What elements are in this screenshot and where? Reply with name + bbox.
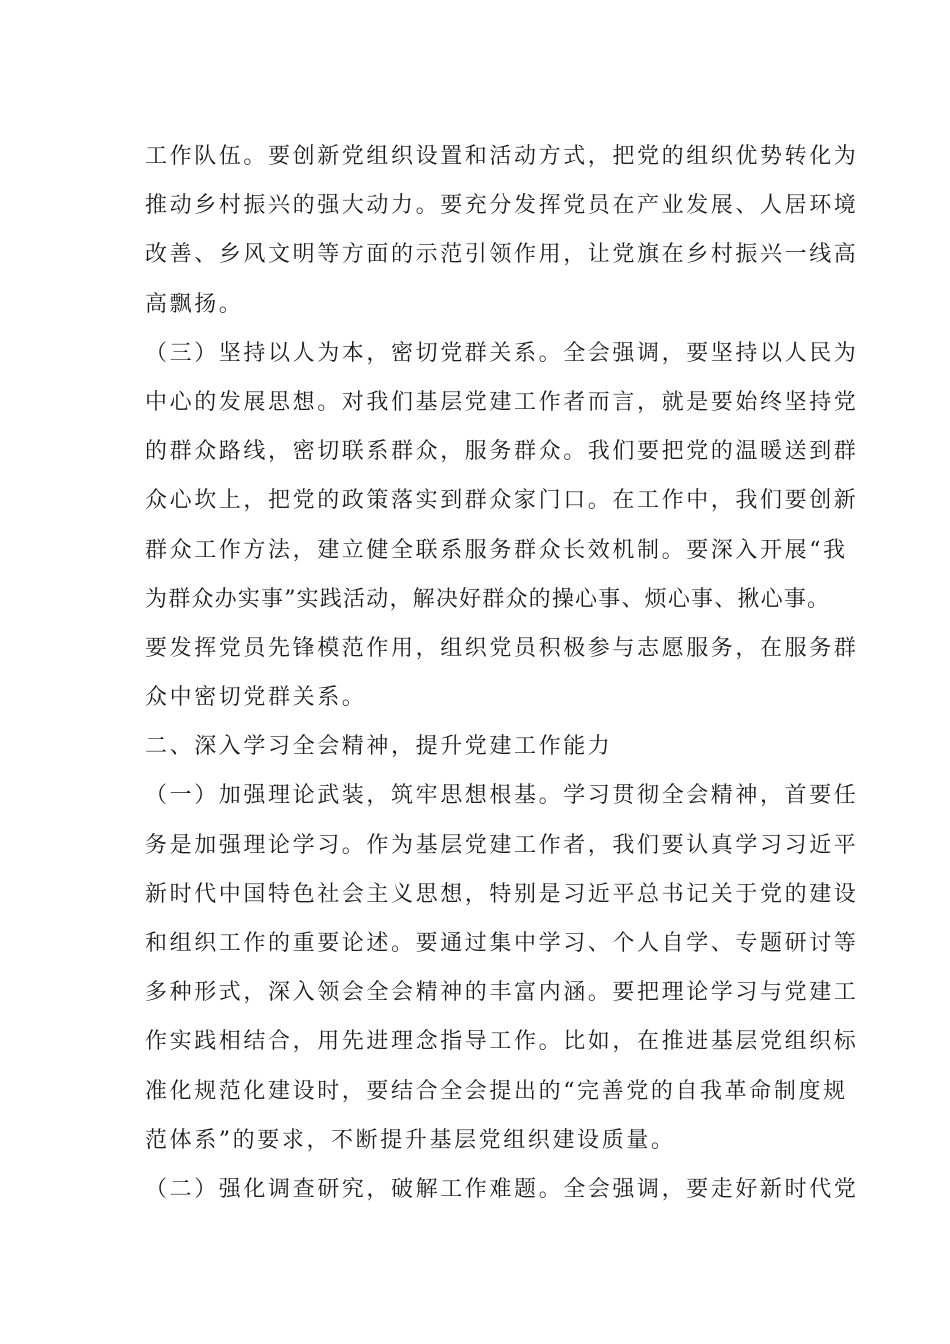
text-line: 工作队伍。要创新党组织设置和活动方式，把党的组织优势转化为 [145,144,859,169]
document-body [145,132,859,1214]
text-line: 众中密切党群关系。 [145,685,367,711]
text-line: 高飘扬。 [145,291,244,317]
section-heading-three: （三）坚持以人为本，密切党群关系。全会强调，要坚持以人民为 [145,340,859,366]
text-line: 和组织工作的重要论述。要通过集中学习、个人自学、专题研讨等 [145,931,859,956]
text-line: 群众工作方法，建立健全联系服务群众长效机制。要深入开展“我 [145,537,848,563]
text-line: 务是加强理论学习。作为基层党建工作者，我们要认真学习习近平 [145,832,859,858]
text-line: 的群众路线，密切联系群众，服务群众。我们要把党的温暖送到群 [145,439,859,465]
text-line: 众心坎上，把党的政策落实到群众家门口。在工作中，我们要创新 [145,488,859,514]
text-line: 多种形式，深入领会全会精神的丰富内涵。要把理论学习与党建工 [145,980,859,1006]
text-line: 推动乡村振兴的强大动力。要充分发挥党员在产业发展、人居环境 [145,193,859,219]
text-line: 为群众办实事”实践活动，解决好群众的操心事、烦心事、揪心事。 [145,586,831,612]
text-line: 准化规范化建设时，要结合全会提出的“完善党的自我革命制度规 [145,1078,848,1104]
section-heading-one: （一）加强理论武装，筑牢思想根基。学习贯彻全会精神，首要任 [145,783,859,809]
text-line: 范体系”的要求，不断提升基层党组织建设质量。 [145,1127,676,1153]
text-line: 要发挥党员先锋模范作用，组织党员积极参与志愿服务，在服务群 [145,635,859,661]
text-line: 改善、乡风文明等方面的示范引领作用，让党旗在乡村振兴一线高 [145,242,859,268]
chapter-heading-two: 二、深入学习全会精神，提升党建工作能力 [145,734,613,760]
section-heading-two: （二）强化调查研究，破解工作难题。全会强调，要走好新时代党 [145,1176,859,1202]
text-line: 新时代中国特色社会主义思想，特别是习近平总书记关于党的建设 [145,881,859,907]
text-line: 中心的发展思想。对我们基层党建工作者而言，就是要始终坚持党 [145,389,859,415]
text-line: 作实践相结合，用先进理念指导工作。比如，在推进基层党组织标 [145,1029,859,1055]
